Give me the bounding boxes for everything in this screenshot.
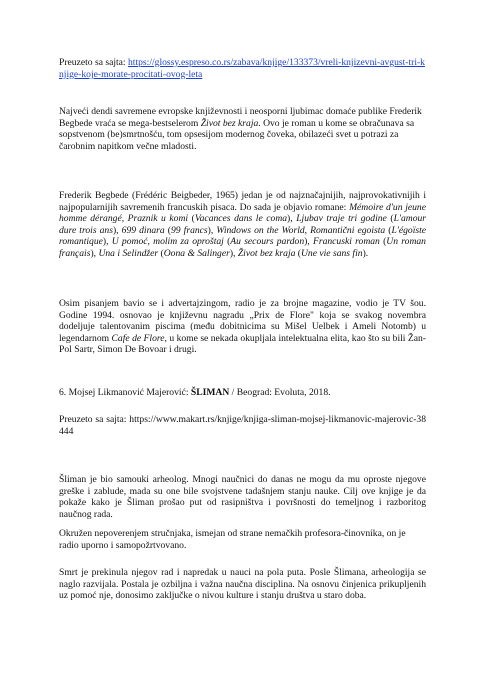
entry-6-heading: 6. Mojsej Likmanović Majerović: ŠLIMAN / Beograd: Evoluta, 2018.: [59, 387, 331, 398]
sliman-paragraph-2: Okružen nepoverenjem stručnjaka, ismejan od strane nemačkih profesora-činovnika, on je radio uporno i samopožrtvovano.: [59, 528, 406, 551]
entry-6-title: ŠLIMAN: [190, 387, 230, 398]
source-prefix: Preuzeto sa sajta:: [59, 57, 128, 68]
sliman-paragraph-1: Šliman je bio samouki arheolog. Mnogi naučnici do danas ne mogu da mu oproste njegove greške i zablude, mada su one bile svojstvene tadašnjem stanju nauke. Cilj ove knjige je da pokaže kako je Šliman prošao put od rasipništva i površnosti do temeljnog i razboritog naučnog rada.: [59, 474, 426, 520]
source-line-2: Preuzeto sa sajta: https://www.makart.rs/knjige/knjiga-sliman-mojsej-likmanovic-majerovic-38444: [59, 414, 426, 437]
source-link-1[interactable]: https://glossy.espreso.co.rs/zabava/knjige/133373/vreli-knjizevni-avgust-tri-knjige-koje-morate-procitati-ovog-leta: [59, 57, 425, 80]
cafe-name: Cafe de Flore: [111, 332, 165, 344]
book-title: Život bez kraja: [200, 117, 259, 129]
sliman-paragraph-3: Smrt je prekinula njegov rad i napredak u nauci na pola puta. Posle Šlimana, arheologija se naglo razvijala. Postala je ozbiljna i važna naučna disciplina. Na osnovu činjenica prikupljenih uz pomoć nje, donosimo zaključke o nivou kulture i stanju društva u staro doba.: [59, 567, 426, 602]
career-paragraph: Osim pisanjem bavio se i advertajzingom, radio je za brojne magazine, vodio je TV šou. Godine 1994. osnovao je književnu nagradu „Prix de Flore" koja se svakog novembra dodeljuje talentovanim piscima (među dobitnicima su Mišel Uelbek i Ameli Notomb) u legendarnom Cafe de Flore, u kome se nekada okupljala intelektualna elita, kao što su bili Žan-Pol Sartr, Simon De Bovoar i drugi.: [59, 298, 426, 356]
source-line-1: [59, 57, 426, 80]
bio-paragraph: Frederik Begbede (Frédéric Beigbeder, 1965) jedan je od najznačajnijih, najprovokativnijih i najpopularnijih savremenih francuskih pisaca. Do sada je objavio romane: Mémoire d'un jeune homme dérangé, Praznik u komi (Vacances dans le coma), Ljubav traje tri godine (L'amour dure trois ans), 699 dinara (99 francs), Windows on the World, Romantični egoista (L'égoïste romantique), U pomoć, molim za oproštaj (Au secours pardon), Francuski roman (Un roman français), Una i Selindžer (Oona & Salinger), Život bez kraja (Une vie sans fin).: [59, 190, 427, 259]
intro-paragraph: Najveći dendi savremene evropske književnosti i neosporni ljubimac domaće publike Frederik Begbede vraća se mega-bestselerom Život bez kraja. Ovo je roman u kome se obračunava sa sopstvenom (be)smrtnošću, tom opsesijom modernog čoveka, obilazeći svet u potrazi za čarobnim napitkom večne mladosti.: [59, 106, 422, 152]
